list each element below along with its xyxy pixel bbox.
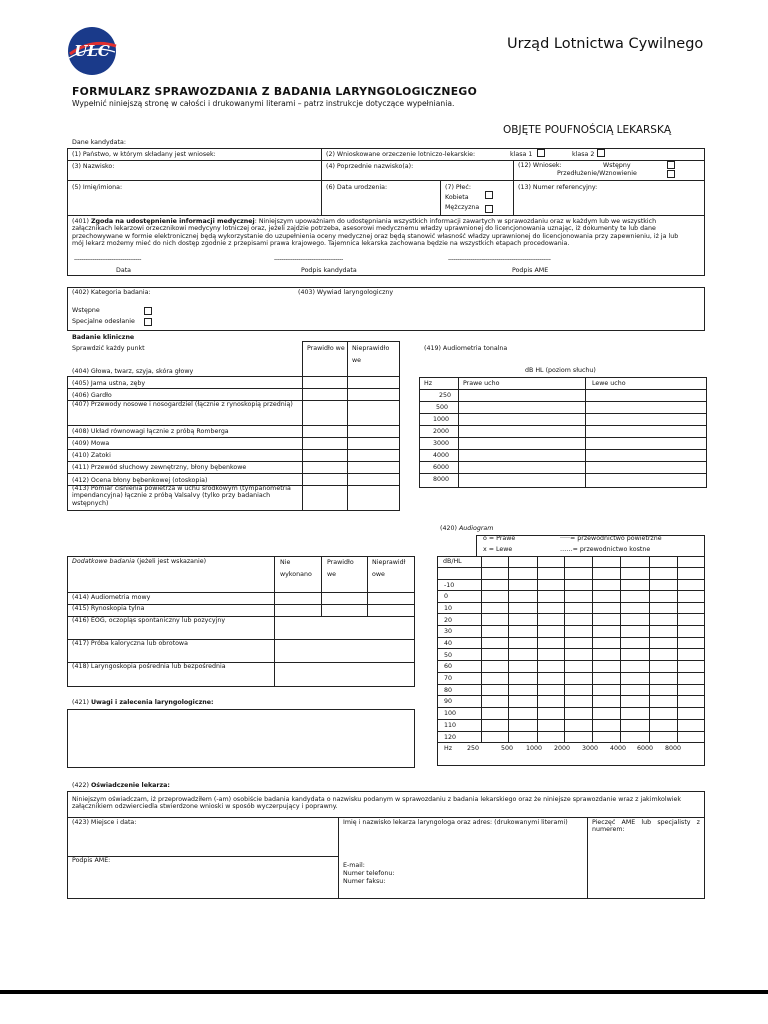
audiometry-freq: 8000 [433, 476, 450, 483]
audiometry-label: (419) Audiometria tonalna [424, 345, 508, 352]
female-checkbox[interactable] [485, 191, 493, 199]
clinical-row-406: (406) Gardło [72, 392, 112, 399]
legend-bone-conduction: ……= przewodnictwo kostne [560, 546, 651, 553]
clinical-row-413: (413) Pomiar ciśnienia powietrza w uchu środkowym (tympanometria impendancyjna) łącznie z próbą Valsalvy (tylko przy badaniach wstępnych) [72, 485, 291, 507]
audiometry-hz-header: Hz [424, 380, 433, 387]
audiometry-freq: 4000 [433, 452, 450, 459]
legend-right-ear: o = Prawe [483, 535, 516, 542]
consent-ame-signature-label: Podpis AME [512, 267, 549, 274]
country-field[interactable]: (1) Państwo, w którym składany jest wniosek: [72, 151, 216, 158]
audiogram-freq: 2000 [554, 745, 571, 752]
abnormal-column-header: Nieprawidło we [352, 345, 390, 364]
clinical-row-409: (409) Mowa [72, 440, 110, 447]
audiometry-left-ear-header: Lewe ucho [592, 380, 626, 387]
audiogram-freq: 6000 [637, 745, 654, 752]
class2-checkbox[interactable] [597, 149, 605, 157]
not-done-column-header: Nie wykonano [280, 559, 312, 578]
consent-date-label: Data [116, 267, 132, 274]
ulc-logo-icon [66, 26, 118, 76]
previous-surname-field[interactable]: (4) Poprzednie nazwisko(a): [326, 163, 414, 170]
audiogram-level: 10 [444, 605, 453, 612]
confidential-label: OBJĘTE POUFNOŚCIĄ LEKARSKĄ [503, 124, 672, 136]
additional-row-416: (416) EOG, oczopląs spontaniczny lub pozycyjny [72, 617, 226, 624]
clinical-row-405: (405) Jama ustna, zęby [72, 380, 146, 387]
clinical-row-410: (410) Zatoki [72, 452, 111, 459]
audiogram-level: -10 [444, 582, 455, 589]
legend-left-ear: x = Lewe [483, 546, 513, 553]
legend-air-conduction: ·····= przewodnictwo powietrzne [560, 535, 662, 542]
audiogram-level: 80 [444, 687, 453, 694]
audiogram-level: 0 [444, 593, 449, 600]
fax-field[interactable]: Numer faksu: [343, 878, 386, 885]
audiogram-freq: 8000 [665, 745, 682, 752]
clinical-row-404: (404) Głowa, twarz, szyja, skóra głowy [72, 368, 194, 375]
ame-stamp-field[interactable]: Pieczęć AME lub specjalisty z numerem: [592, 819, 700, 834]
place-date-field[interactable]: (423) Miejsce i data: [72, 819, 137, 826]
initial-exam-checkbox[interactable] [144, 307, 152, 315]
audiogram-grid [437, 556, 705, 766]
initial-application-checkbox[interactable] [667, 161, 675, 169]
audiogram-level: 30 [444, 628, 453, 635]
audiogram-level: 70 [444, 675, 453, 682]
audiogram-level: 60 [444, 663, 453, 670]
authority-name: Urząd Lotnictwa Cywilnego [507, 36, 704, 52]
check-each-label: Sprawdzić każdy punkt [72, 345, 145, 352]
remarks-box[interactable] [67, 709, 415, 768]
reference-number-field[interactable]: (13) Numer referencyjny: [518, 184, 598, 191]
audiogram-level: 110 [444, 722, 457, 729]
remarks-label: (421) Uwagi i zalecenia laryngologiczne: [72, 699, 214, 706]
birth-date-field[interactable]: (6) Data urodzenia: [326, 184, 388, 191]
male-label: Mężczyzna [445, 204, 480, 211]
date-line: ------------------------------------ [74, 256, 142, 263]
audiogram-freq: 4000 [610, 745, 627, 752]
additional-row-414: (414) Audiometria mowy [72, 594, 151, 601]
audiogram-freq: 3000 [582, 745, 599, 752]
doctor-name-address-field[interactable]: Imię i nazwisko lekarza laryngologa oraz adres: (drukowanymi literami) [343, 819, 568, 826]
first-name-field[interactable]: (5) Imię/imiona: [72, 184, 123, 191]
additional-normal-column-header: Prawidło we [327, 559, 354, 578]
audiometry-right-ear-header: Prawe ucho [463, 380, 500, 387]
clinical-row-408: (408) Układ równowagi łącznie z próbą Romberga [72, 428, 229, 435]
audiometry-freq: 3000 [433, 440, 450, 447]
additional-row-417: (417) Próba kaloryczna lub obrotowa [72, 640, 188, 647]
exam-category-label: (402) Kategoria badania: [72, 289, 151, 296]
declaration-label: (422) Oświadczenie lekarza: [72, 782, 170, 789]
audiogram-level: 20 [444, 617, 453, 624]
normal-column-header: Prawidło we [307, 345, 345, 352]
application-label: (12) Wniosek: [518, 162, 562, 169]
audiogram-level: 120 [444, 734, 457, 741]
clinical-row-407: (407) Przewody nosowe i nosogardziel (łącznie z rynoskopią przednią) [72, 401, 293, 408]
form-title: FORMULARZ SPRAWOZDANIA Z BADANIA LARYNGOLOGICZNEGO [72, 85, 478, 98]
candidate-signature-line: ------------------------------------- [274, 256, 344, 263]
audiogram-level: 50 [444, 652, 453, 659]
declaration-text: Niniejszym oświadczam, iż przeprowadziłem (-am) osobiście badania kandydata o nazwisku podanym w sprawozdaniu z badania lekarskiego oraz że niniejsze sprawozdanie wraz z jakimkolwiek załącznikiem odzwierciedla stwierdzone wnioski w sposób wyczerpujący i poprawny. [72, 796, 682, 811]
ulc-logo [66, 26, 118, 76]
additional-abnormal-column-header: Nieprawidł owe [372, 559, 406, 578]
clinical-exam-heading: Badanie kliniczne [72, 334, 135, 341]
audiometry-table [419, 377, 707, 488]
renewal-label: Przedłużenie/Wznowienie [557, 170, 637, 177]
class1-checkbox[interactable] [537, 149, 545, 157]
female-label: Kobieta [445, 194, 469, 201]
additional-row-418: (418) Laryngoskopia pośrednia lub bezpośrednia [72, 663, 226, 670]
logo-text: ULC [74, 42, 110, 60]
audiometry-unit: dB HL (poziom słuchu) [525, 367, 596, 374]
phone-field[interactable]: Numer telefonu: [343, 870, 395, 877]
special-referral-label: Specjalne odesłanie [72, 318, 135, 325]
ent-history-label: (403) Wywiad laryngologiczny [298, 289, 394, 296]
ame-signature-line: ------------------------------------------------------- [448, 256, 551, 263]
renewal-checkbox[interactable] [667, 170, 675, 178]
class1-label: klasa 1 [510, 151, 533, 158]
audiometry-freq: 500 [436, 404, 449, 411]
audiogram-level: 100 [444, 710, 457, 717]
audiometry-freq: 250 [439, 392, 452, 399]
audiogram-freq: 250 [467, 745, 480, 752]
audiogram-label: (420) Audiogram [440, 525, 494, 532]
audiometry-freq: 6000 [433, 464, 450, 471]
additional-row-415: (415) Rynoskopia tylna [72, 605, 145, 612]
audiogram-hz-label: Hz [444, 745, 453, 752]
additional-exams-header: Dodatkowe badania (jeżeli jest wskazanie) [72, 558, 207, 565]
initial-application-label: Wstępny [603, 162, 631, 169]
audiogram-freq: 500 [501, 745, 514, 752]
special-referral-checkbox[interactable] [144, 318, 152, 326]
consent-heading: Zgoda na udostępnienie informacji medycznej [90, 218, 255, 225]
audiogram-db-label: dB/HL [443, 558, 462, 565]
ame-signature-field[interactable]: Podpis AME: [72, 857, 111, 864]
page-bottom-rule [0, 990, 768, 994]
clinical-row-411: (411) Przewód słuchowy zewnętrzny, błony bębenkowe [72, 464, 247, 471]
audiogram-level: 90 [444, 698, 453, 705]
sex-label: (7) Płeć: [445, 184, 471, 191]
surname-field[interactable]: (3) Nazwisko: [72, 163, 115, 170]
initial-exam-label: Wstępne [72, 307, 100, 314]
candidate-section-label: Dane kandydata: [72, 139, 126, 146]
email-field[interactable]: E-mail: [343, 862, 365, 869]
male-checkbox[interactable] [485, 205, 493, 213]
clinical-row-412: (412) Ocena błony bębenkowej (otoskopia) [72, 477, 208, 484]
consent-candidate-signature-label: Podpis kandydata [301, 267, 357, 274]
audiometry-freq: 1000 [433, 416, 450, 423]
consent-text: (401) Zgoda na udostępnienie informacji medycznej: Niniejszym upoważniam do udostępniania wszystkich informacji zawartych w sprawozdaniu oraz w każdym lub we wszystkich załącznikach lekarzowi orzecznikowi medycyny lotniczej oraz, jeżeli zajdzie potrzeba, asesorowi medycznemu władzy uprawnionej do licencjonowania uznając, iż dokumenty te lub dane przechowywane w formie elektronicznej będą wykorzystanie do uzupełnienia oceny medycznej oraz będą stanowić własność władzy uprawnionej do licencjonowania przy zapewnieniu, iż ja lub mój lekarz możemy mieć do nich dostęp zgodnie z przepisami prawa krajowego. Tajemnica lekarska zachowana będzie na wszystkich etapach procedowania. [72, 218, 679, 248]
audiogram-freq: 1000 [526, 745, 543, 752]
certificate-class-field: (2) Wnioskowane orzeczenie lotniczo-lekarskie: [326, 151, 476, 158]
audiogram-level: 40 [444, 640, 453, 647]
class2-label: klasa 2 [572, 151, 595, 158]
audiometry-freq: 2000 [433, 428, 450, 435]
form-subtitle: Wypełnić niniejszą stronę w całości i drukowanymi literami – patrz instrukcje dotyczące wypełniania. [72, 99, 455, 108]
